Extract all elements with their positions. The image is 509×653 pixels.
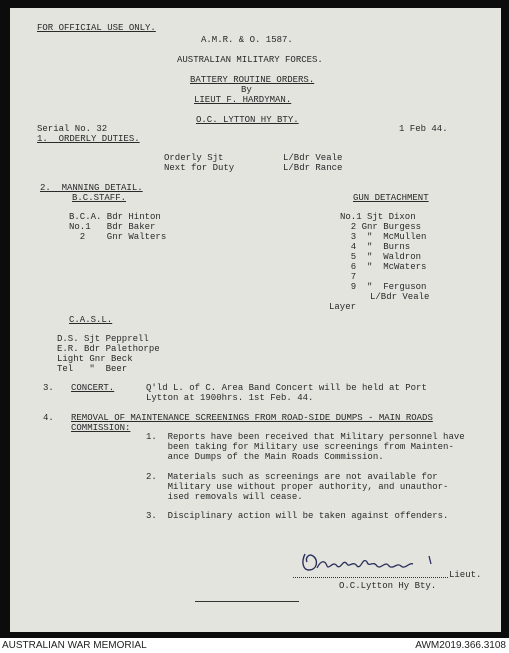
closing-rule [195,601,299,602]
section-4-paragraph: Military use without proper authority, and unauthor- [146,482,449,492]
gun-detachment-row: 2 Gnr Burgess [340,222,422,232]
section-3-text: Lytton at 1900hrs. 1st Feb. 44. [146,393,314,403]
section-4-paragraph: ance Dumps of the Main Roads Commission. [146,452,384,462]
casl-row: E.R. Bdr Palethorpe [57,344,160,354]
section-4-paragraph: 1. Reports have been received that Military personnel have [146,432,465,442]
section-4-number: 4. [43,413,54,423]
gun-detachment-row: 4 " Burns [340,242,411,252]
reference-number: A.M.R. & O. 1587. [201,35,293,45]
section-4-paragraph: 3. Disciplinary action will be taken against offenders. [146,511,449,521]
gun-detachment-heading: GUN DETACHMENT [353,193,429,203]
bc-staff-heading: B.C.STAFF. [72,193,127,203]
orderly-sjt-value: L/Bdr Veale [283,153,343,163]
by-label: By [241,85,252,95]
gun-detachment-row: 6 " McWaters [340,262,427,272]
document-date: 1 Feb 44. [399,124,448,134]
section-4-paragraph: been taking for Military use screenings from Mainten- [146,442,454,452]
next-duty-label: Next for Duty [164,163,235,173]
forces-heading: AUSTRALIAN MILITARY FORCES. [177,55,323,65]
archive-reference: AWM2019.366.3108 [415,640,506,651]
signature-unit: O.C.Lytton Hy Bty. [339,581,437,591]
serial-number: Serial No. 32 [37,124,108,134]
section-3-text: Q'ld L. of C. Area Band Concert will be held at Port [146,383,427,393]
casl-row: Light Gnr Beck [57,354,133,364]
layer-label: Layer [329,302,357,312]
bc-staff-row: B.C.A. Bdr Hinton [69,212,161,222]
orderly-sjt-label: Orderly Sjt [164,153,224,163]
gun-detachment-row: 3 " McMullen [340,232,427,242]
section-4-paragraph: 2. Materials such as screenings are not available for [146,472,438,482]
section-3-label: CONCERT. [71,383,115,393]
archive-name: AUSTRALIAN WAR MEMORIAL [2,640,147,651]
next-duty-value: L/Bdr Rance [283,163,343,173]
official-use-label: FOR OFFICIAL USE ONLY. [37,23,156,33]
gun-detachment-row: 5 " Waldron [340,252,422,262]
unit-heading: O.C. LYTTON HY BTY. [196,115,299,125]
handwritten-signature [297,548,447,578]
section-2-heading: 2. MANNING DETAIL. [40,183,143,193]
gun-detachment-row: 7 [340,272,357,282]
casl-row: Tel " Beer [57,364,128,374]
signature-rank: Lieut. [449,570,482,580]
gun-detachment-row: No.1 Sjt Dixon [340,212,416,222]
section-1-heading: 1. ORDERLY DUTIES. [37,134,140,144]
section-4-heading: REMOVAL OF MAINTENANCE SCREENINGS FROM ROAD-SIDE DUMPS - MAIN ROADS [71,413,433,423]
section-3-number: 3. [43,383,54,393]
gun-detachment-row: 9 " Ferguson [340,282,427,292]
casl-row: D.S. Sjt Pepprell [57,334,149,344]
casl-heading: C.A.S.L. [69,315,113,325]
document-title: BATTERY ROUTINE ORDERS. [190,75,315,85]
bc-staff-row: 2 Gnr Walters [69,232,167,242]
gun-detachment-row: L/Bdr Veale [370,292,430,302]
bc-staff-row: No.1 Bdr Baker [69,222,156,232]
archive-footer [0,638,509,653]
section-4-paragraph: ised removals will cease. [146,492,303,502]
signature-line [293,577,448,578]
officer-name: LIEUT F. HARDYMAN. [194,95,292,105]
section-4-heading: COMMISSION: [71,423,131,433]
